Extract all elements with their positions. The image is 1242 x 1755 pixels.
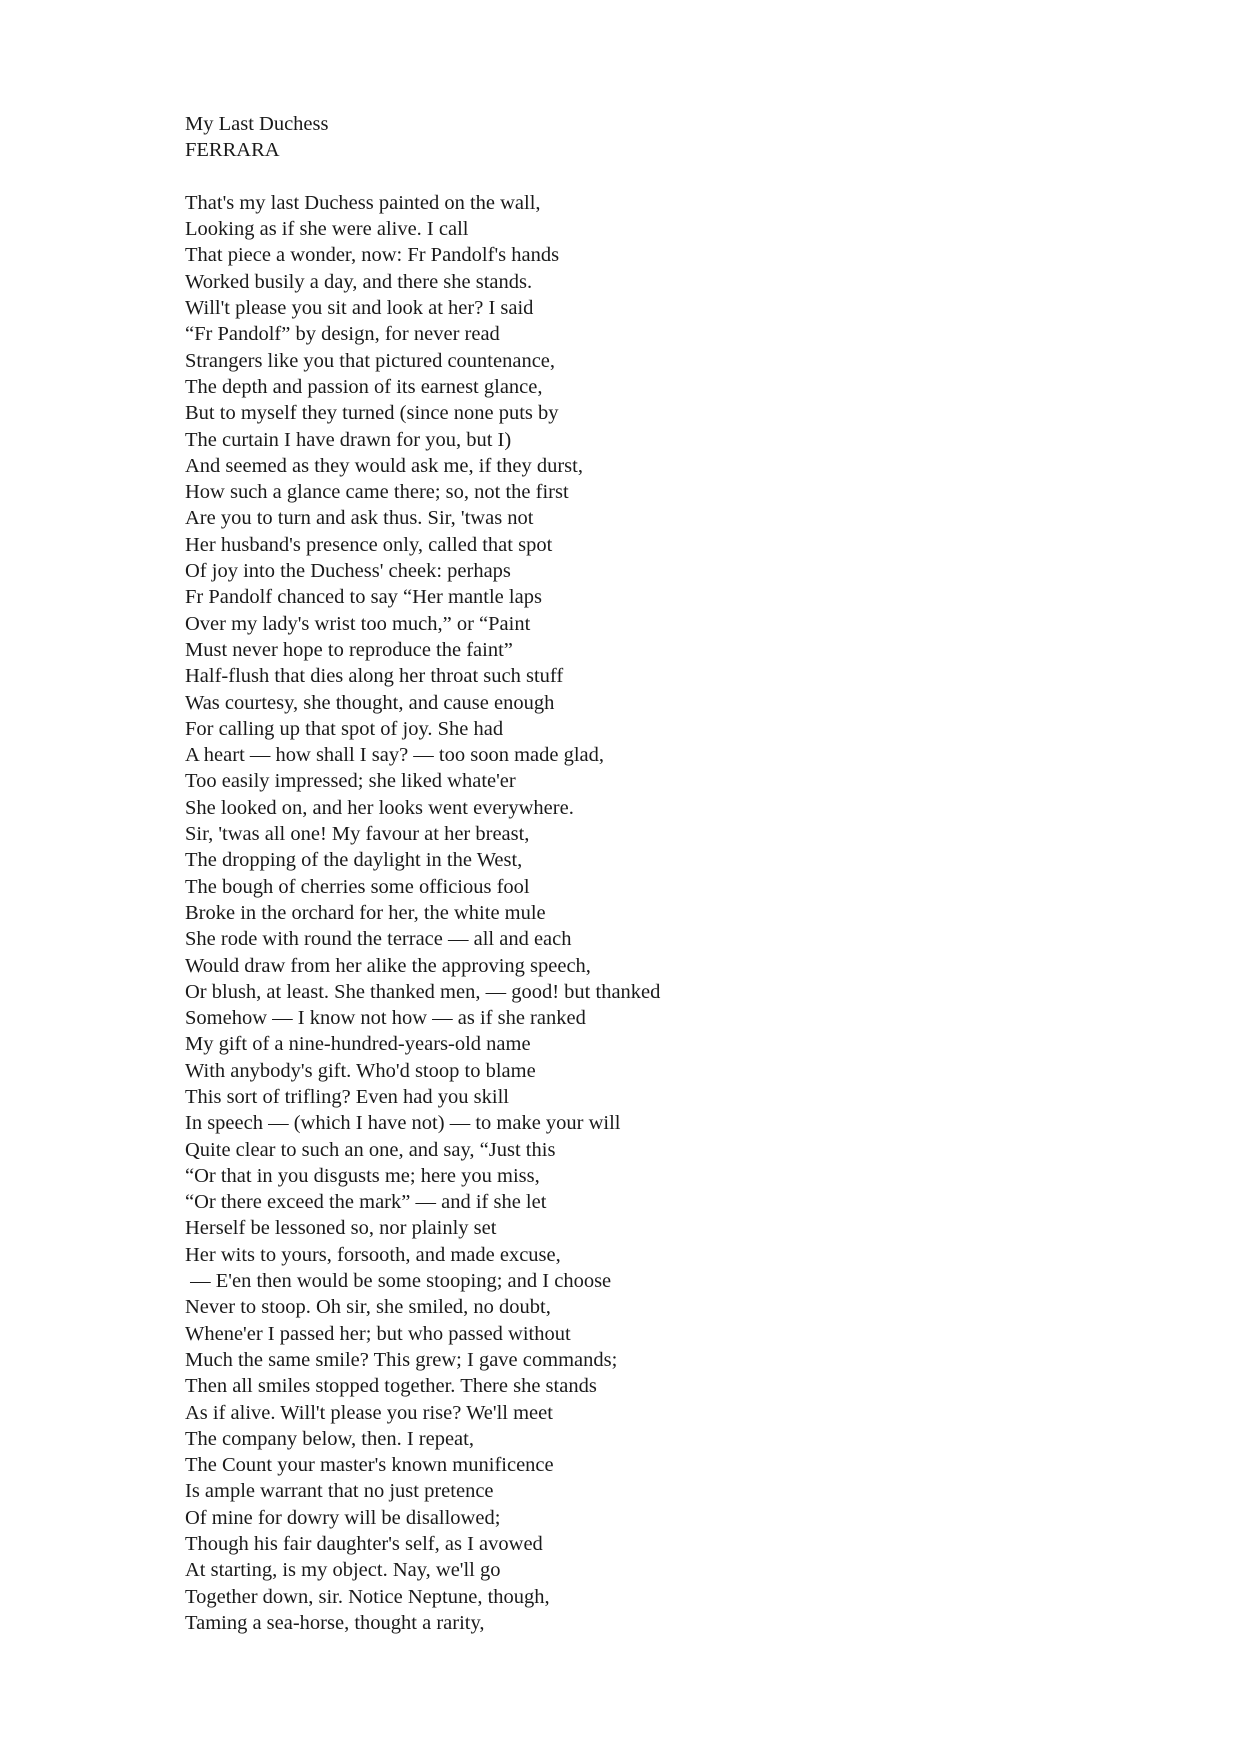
poem-text — [185, 111, 1165, 1636]
poem-line: The company below, then. I repeat, — [185, 1427, 474, 1450]
poem-title: My Last Duchess — [185, 113, 329, 135]
poem-line: Quite clear to such an one, and say, “Just this — [185, 1138, 556, 1161]
poem-line: With anybody's gift. Who'd stoop to blame — [185, 1059, 536, 1082]
poem-line: Too easily impressed; she liked whate'er — [185, 770, 516, 793]
stanza-gap — [185, 164, 1165, 190]
poem-subtitle: FERRARA — [185, 139, 280, 162]
poem-line: Broke in the orchard for her, the white mule — [185, 901, 546, 924]
poem-line: Sir, 'twas all one! My favour at her breast, — [185, 823, 530, 846]
poem-line: Taming a sea-horse, thought a rarity, — [185, 1611, 485, 1634]
poem-line: A heart — how shall I say? — too soon made glad, — [185, 744, 605, 767]
poem-line: Of joy into the Duchess' cheek: perhaps — [185, 560, 511, 583]
poem-line: Was courtesy, she thought, and cause enough — [185, 691, 555, 714]
poem-line: Of mine for dowry will be disallowed; — [185, 1506, 501, 1529]
poem-line: Would draw from her alike the approving speech, — [185, 954, 591, 977]
poem-line: Much the same smile? This grew; I gave commands; — [185, 1348, 618, 1371]
poem-line: That's my last Duchess painted on the wall, — [185, 191, 541, 214]
poem-line: The curtain I have drawn for you, but I) — [185, 428, 512, 451]
poem-line: The dropping of the daylight in the West, — [185, 849, 523, 872]
poem-lines — [185, 190, 1165, 1636]
poem-line: At starting, is my object. Nay, we'll go — [185, 1559, 501, 1582]
poem-line: Somehow — I know not how — as if she ranked — [185, 1007, 586, 1030]
poem-line: My gift of a nine-hundred-years-old name — [185, 1033, 531, 1056]
poem-line: She looked on, and her looks went everywhere. — [185, 796, 574, 819]
poem-line: That piece a wonder, now: Fr Pandolf's hands — [185, 244, 560, 267]
poem-line: Will't please you sit and look at her? I said — [185, 297, 534, 320]
poem-line: The bough of cherries some officious fool — [185, 875, 530, 898]
poem-line: Though his fair daughter's self, as I avowed — [185, 1533, 543, 1556]
poem-line: Together down, sir. Notice Neptune, though, — [185, 1585, 550, 1608]
poem-line: Must never hope to reproduce the faint” — [185, 638, 513, 661]
poem-line: — E'en then would be some stooping; and I choose — [185, 1270, 612, 1293]
poem-line: She rode with round the terrace — all and each — [185, 928, 572, 951]
poem-line: As if alive. Will't please you rise? We'll meet — [185, 1401, 553, 1424]
poem-line: Or blush, at least. She thanked men, — good! but thanked — [185, 980, 661, 1003]
poem-line: Her wits to yours, forsooth, and made excuse, — [185, 1243, 561, 1266]
poem-line: But to myself they turned (since none puts by — [185, 402, 559, 425]
poem-line: In speech — (which I have not) — to make your will — [185, 1112, 621, 1135]
poem-line: Strangers like you that pictured countenance, — [185, 349, 556, 372]
poem-line: Looking as if she were alive. I call — [185, 218, 469, 241]
poem-line: Is ample warrant that no just pretence — [185, 1480, 494, 1503]
poem-line: Are you to turn and ask thus. Sir, 'twas not — [185, 507, 534, 530]
poem-line: Half-flush that dies along her throat such stuff — [185, 665, 564, 688]
poem-line: The Count your master's known munificence — [185, 1454, 554, 1477]
poem-line: Worked busily a day, and there she stands. — [185, 270, 533, 293]
poem-line: “Or there exceed the mark” — and if she let — [185, 1191, 547, 1214]
poem-line: Then all smiles stopped together. There she stands — [185, 1375, 597, 1398]
poem-line: “Fr Pandolf” by design, for never read — [185, 323, 500, 346]
poem-line: Herself be lessoned so, nor plainly set — [185, 1217, 497, 1240]
poem-line: “Or that in you disgusts me; here you miss, — [185, 1164, 540, 1187]
poem-line: The depth and passion of its earnest glance, — [185, 375, 543, 398]
poem-line: Her husband's presence only, called that spot — [185, 533, 553, 556]
poem-line: This sort of trifling? Even had you skill — [185, 1085, 509, 1108]
poem-line: Over my lady's wrist too much,” or “Paint — [185, 612, 531, 635]
poem-line: For calling up that spot of joy. She had — [185, 717, 504, 740]
poem-line: Never to stoop. Oh sir, she smiled, no doubt, — [185, 1296, 551, 1319]
poem-line: Whene'er I passed her; but who passed without — [185, 1322, 571, 1345]
poem-line: How such a glance came there; so, not the first — [185, 481, 569, 504]
poem-line: And seemed as they would ask me, if they durst, — [185, 454, 583, 477]
poem-line: Fr Pandolf chanced to say “Her mantle laps — [185, 586, 542, 609]
